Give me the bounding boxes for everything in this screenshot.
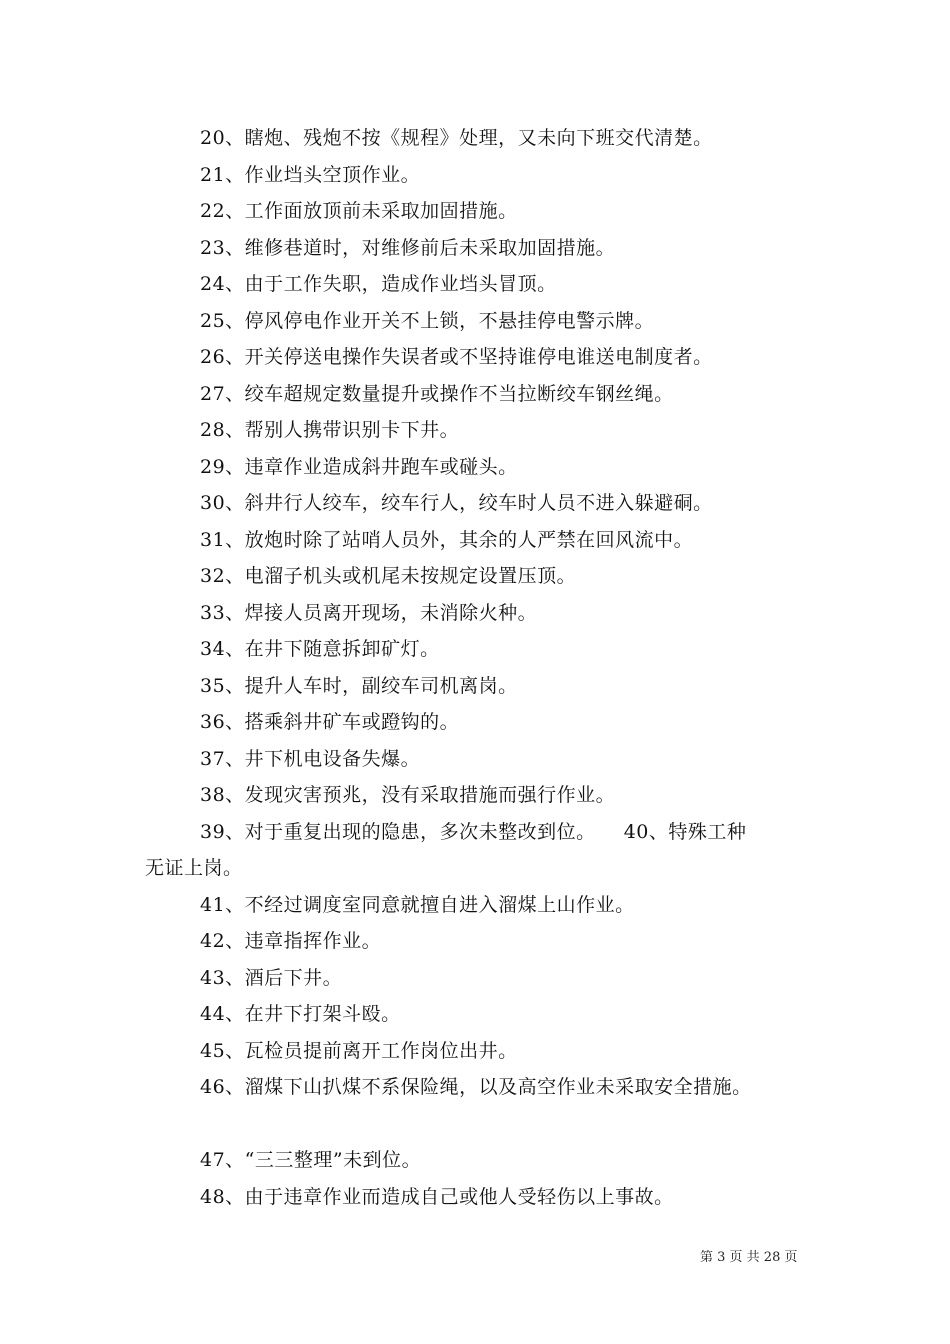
document-body xyxy=(145,120,835,1215)
list-item: 44、在井下打架斗殴。 xyxy=(200,1003,401,1025)
list-item: 32、电溜子机头或机尾未按规定设置压顶。 xyxy=(200,565,577,587)
list-item: 36、搭乘斜井矿车或蹬钩的。 xyxy=(200,711,460,733)
list-item: 46、溜煤下山扒煤不系保险绳，以及高空作业未采取安全措施。 xyxy=(200,1076,752,1098)
list-item: 20、瞎炮、残炮不按《规程》处理，又未向下班交代清楚。 xyxy=(200,127,713,149)
list-item: 37、井下机电设备失爆。 xyxy=(200,747,421,770)
item-40-text-start: 40、特殊工种 xyxy=(623,820,747,843)
list-item: 33、焊接人员离开现场，未消除火种。 xyxy=(200,601,538,624)
list-item: 48、由于违章作业而造成自己或他人受轻伤以上事故。 xyxy=(200,1185,674,1208)
list-item: 31、放炮时除了站哨人员外，其余的人严禁在回风流中。 xyxy=(200,528,694,551)
page-number-footer: 第 3 页 共 28 页 xyxy=(700,1250,798,1265)
list-item: 26、开关停送电操作失误者或不坚持谁停电谁送电制度者。 xyxy=(200,346,713,368)
list-item: 22、工作面放顶前未采取加固措施。 xyxy=(200,200,518,222)
blank-line xyxy=(145,1106,835,1143)
list-item: 43、酒后下井。 xyxy=(200,966,343,989)
list-item-40-continued: 无证上岗。 xyxy=(145,857,243,879)
list-item: 41、不经过调度室同意就擅自进入溜煤上山作业。 xyxy=(200,893,635,916)
list-item: 29、违章作业造成斜井跑车或碰头。 xyxy=(200,455,518,478)
list-item: 45、瓦检员提前离开工作岗位出井。 xyxy=(200,1039,518,1062)
list-item: 27、绞车超规定数量提升或操作不当拉断绞车钢丝绳。 xyxy=(200,382,674,405)
list-item: 21、作业垱头空顶作业。 xyxy=(200,163,421,186)
list-item: 24、由于工作失职，造成作业垱头冒顶。 xyxy=(200,273,557,295)
list-item: 42、违章指挥作业。 xyxy=(200,930,382,952)
list-item: 38、发现灾害预兆，没有采取措施而强行作业。 xyxy=(200,784,616,806)
item-39-text: 39、对于重复出现的隐患，多次未整改到位。 xyxy=(200,820,596,843)
list-item: 25、停风停电作业开关不上锁，不悬挂停电警示牌。 xyxy=(200,309,655,332)
list-item-39-40 xyxy=(145,814,835,851)
list-item: 35、提升人车时，副绞车司机离岗。 xyxy=(200,674,518,697)
list-item: 34、在井下随意拆卸矿灯。 xyxy=(200,638,440,660)
list-item: 28、帮别人携带识别卡下井。 xyxy=(200,419,460,441)
list-item: 23、维修巷道时，对维修前后未采取加固措施。 xyxy=(200,236,616,259)
list-item: 47、“三三整理”未到位。 xyxy=(200,1149,422,1171)
list-item: 30、斜井行人绞车，绞车行人，绞车时人员不进入躲避硐。 xyxy=(200,492,713,514)
